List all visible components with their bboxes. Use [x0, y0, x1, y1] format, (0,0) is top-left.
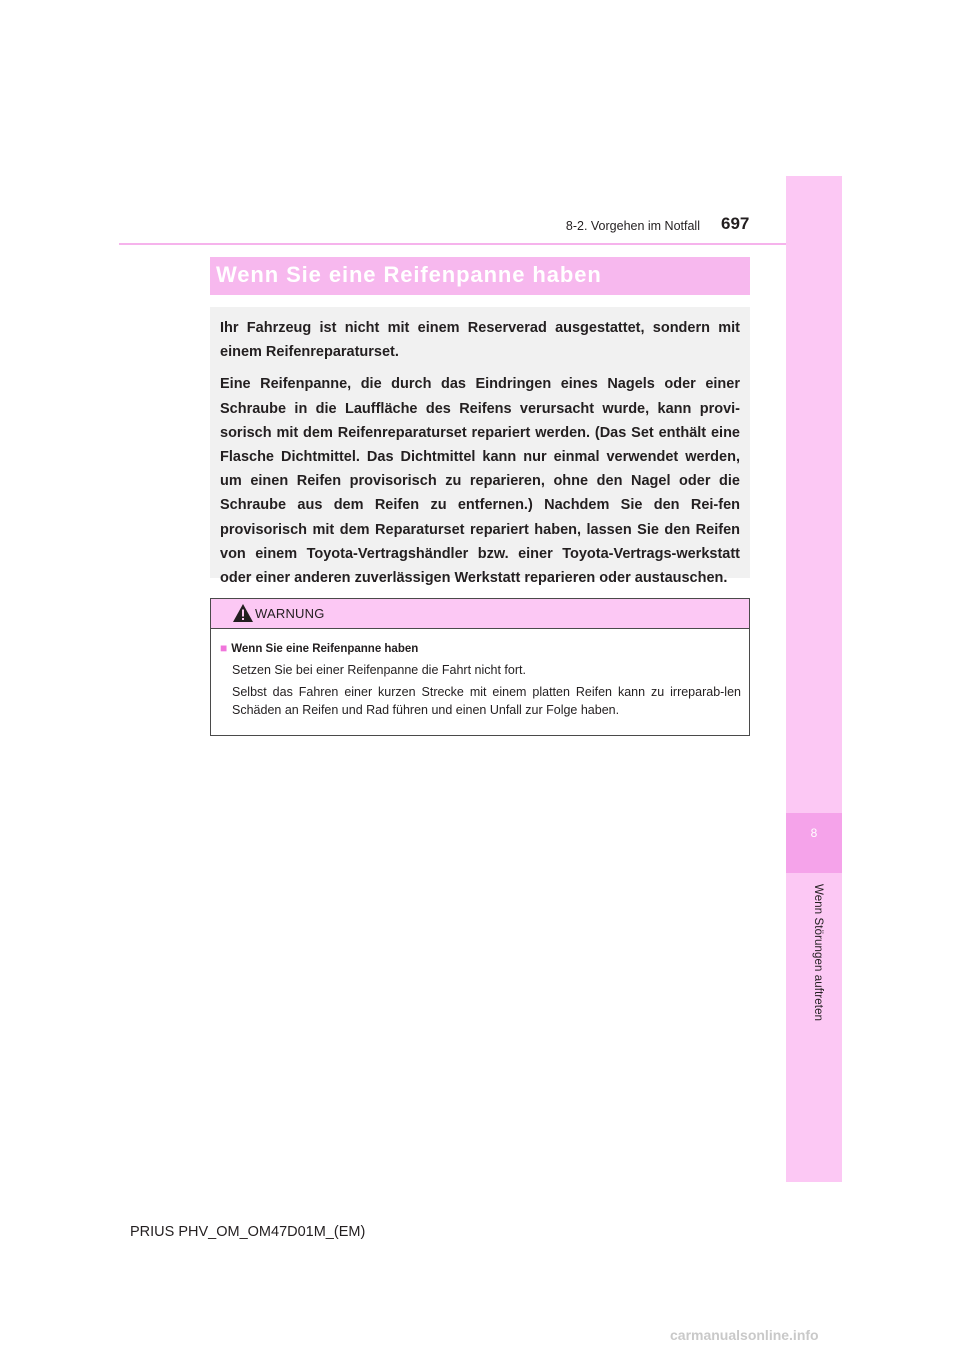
warning-text: Setzen Sie bei einer Reifenpanne die Fahrt nicht fort. — [232, 663, 526, 677]
warning-triangle-icon — [232, 603, 254, 623]
section-reference: 8-2. Vorgehen im Notfall — [565, 219, 700, 233]
chapter-number: 8 — [810, 826, 818, 840]
square-bullet-icon: ■ — [220, 641, 228, 655]
warning-subheading — [220, 641, 741, 657]
chapter-number-block — [786, 813, 842, 873]
section-title-bar — [210, 257, 750, 295]
document-code: PRIUS PHV_OM_OM47D01M_(EM) — [130, 1224, 366, 1240]
warning-text: Selbst das Fahren einer kurzen Strecke mit einem platten Reifen kann zu irreparab-len Schäden an Reifen und Rad führen und einen Unfall zur Folge haben. — [232, 685, 741, 717]
intro-box — [210, 307, 750, 587]
warning-label: WARNUNG — [255, 606, 325, 621]
header-divider — [119, 243, 786, 245]
warning-subheading-text: Wenn Sie eine Reifenpanne haben — [231, 643, 419, 655]
chapter-title: Wenn Störungen auftreten — [812, 884, 824, 1022]
intro-paragraph: Ihr Fahrzeug ist nicht mit einem Reserverad ausgestattet, sondern mit einem Reifenreparaturset. — [220, 320, 740, 361]
intro-paragraph: Eine Reifenpanne, die durch das Eindringen eines Nagels oder einer Schraube in die Lauffläche des Reifens verursacht wurde, kann provi-sorisch mit dem Reifenreparaturset repariert werden. (Das Set enthält eine Flasche Dichtmittel. Das Dichtmittel kann nur einmal verwendet werden, um einen Reifen provisorisch zu reparieren, ohne den Nagel oder die Schraube aus dem Reifen zu entfernen.) Nachdem Sie den Rei-fen provisorisch mit dem Reparaturset repariert haben, lassen Sie den Reifen von einem Toyota-Vertragshändler bzw. einer Toyota-Vertrags-werkstatt oder einer anderen zuverlässigen Werkstatt reparieren oder austauschen. — [220, 376, 740, 587]
page-number: 697 — [721, 214, 750, 233]
warning-body — [211, 629, 749, 719]
warning-header — [211, 599, 749, 629]
warning-box — [210, 598, 750, 736]
section-title: Wenn Sie eine Reifenpanne haben — [216, 262, 602, 287]
watermark: carmanualsonline.info — [670, 1327, 819, 1343]
